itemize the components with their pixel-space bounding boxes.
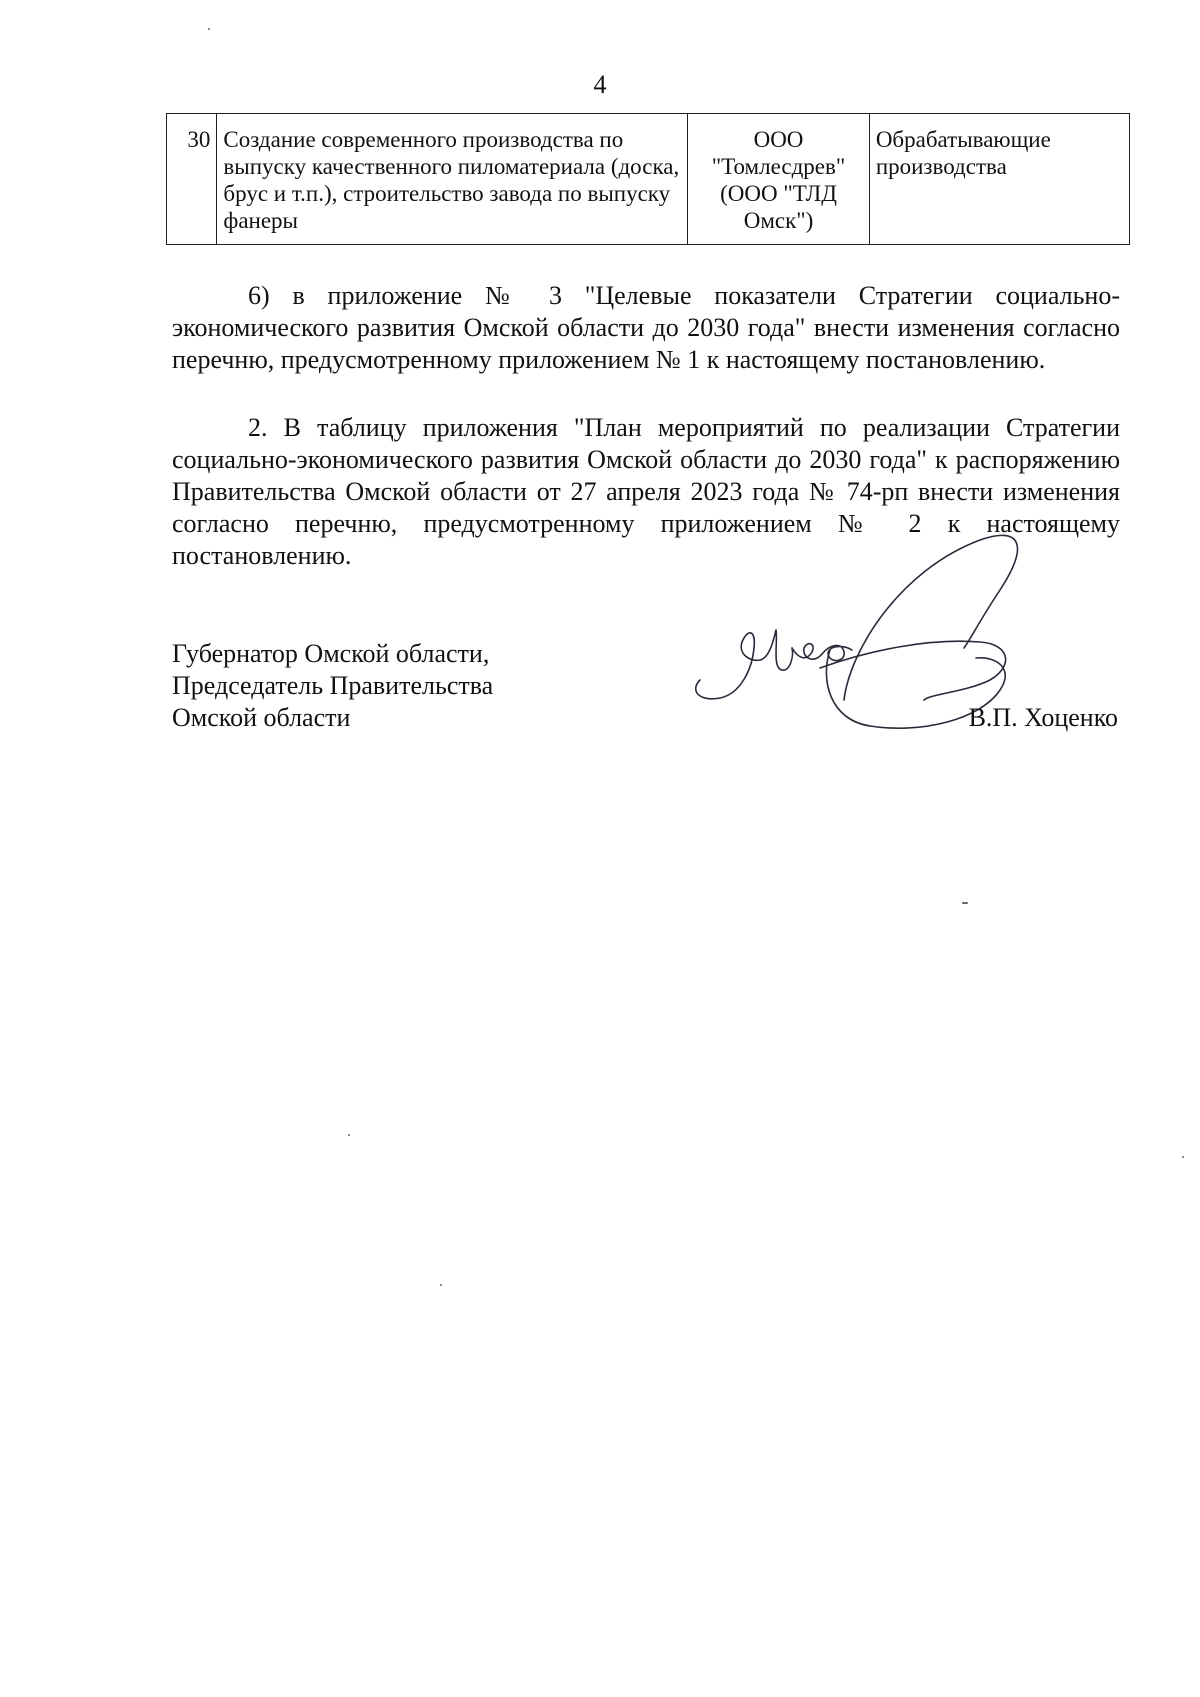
signer-name: В.П. Хоценко (968, 703, 1118, 732)
row-organization-cell: ООО "Томлесдрев" (ООО "ТЛД Омск") (688, 114, 870, 245)
signatory-title-line-2: Председатель Правительства (172, 671, 494, 700)
signatory-title-block (172, 638, 493, 734)
row-sector-cell: Обрабатывающие производства (869, 114, 1129, 245)
signatory-title-line-3: Омской области (172, 703, 351, 732)
scan-speck (208, 28, 210, 30)
handwritten-signature (680, 530, 1100, 780)
paragraph-item-6: 6) в приложение № 3 "Целевые показатели Стратегии социально-экономического развития Омской области до 2030 года" внести изменения согласно перечню, предусмотренному приложением № 1 к настоящему постановлению. (172, 281, 1120, 374)
signatory-title-line-1: Губернатор Омской области, (172, 639, 490, 668)
scan-speck (1182, 1156, 1184, 1158)
scan-speck (962, 902, 968, 904)
scan-speck (348, 1134, 350, 1136)
document-table (166, 113, 1130, 245)
scan-speck (440, 1284, 442, 1286)
paragraph-item-2: 2. В таблицу приложения "План мероприятий по реализации Стратегии социально-экономического развития Омской области до 2030 года" к распоряжению Правительства Омской области от 27 апреля 2023 года № 74-рп внести изменения согласно перечню, предусмотренному приложением № 2 к настоящему постановлению. (172, 413, 1120, 570)
row-number-cell: 30 (167, 114, 217, 245)
row-description-cell: Создание современного производства по выпуску качественного пиломатериала (доска, брус и т.п.), строительство завода по выпуску фанеры (217, 114, 688, 245)
table-row (167, 114, 1130, 245)
page-number: 4 (593, 70, 607, 99)
